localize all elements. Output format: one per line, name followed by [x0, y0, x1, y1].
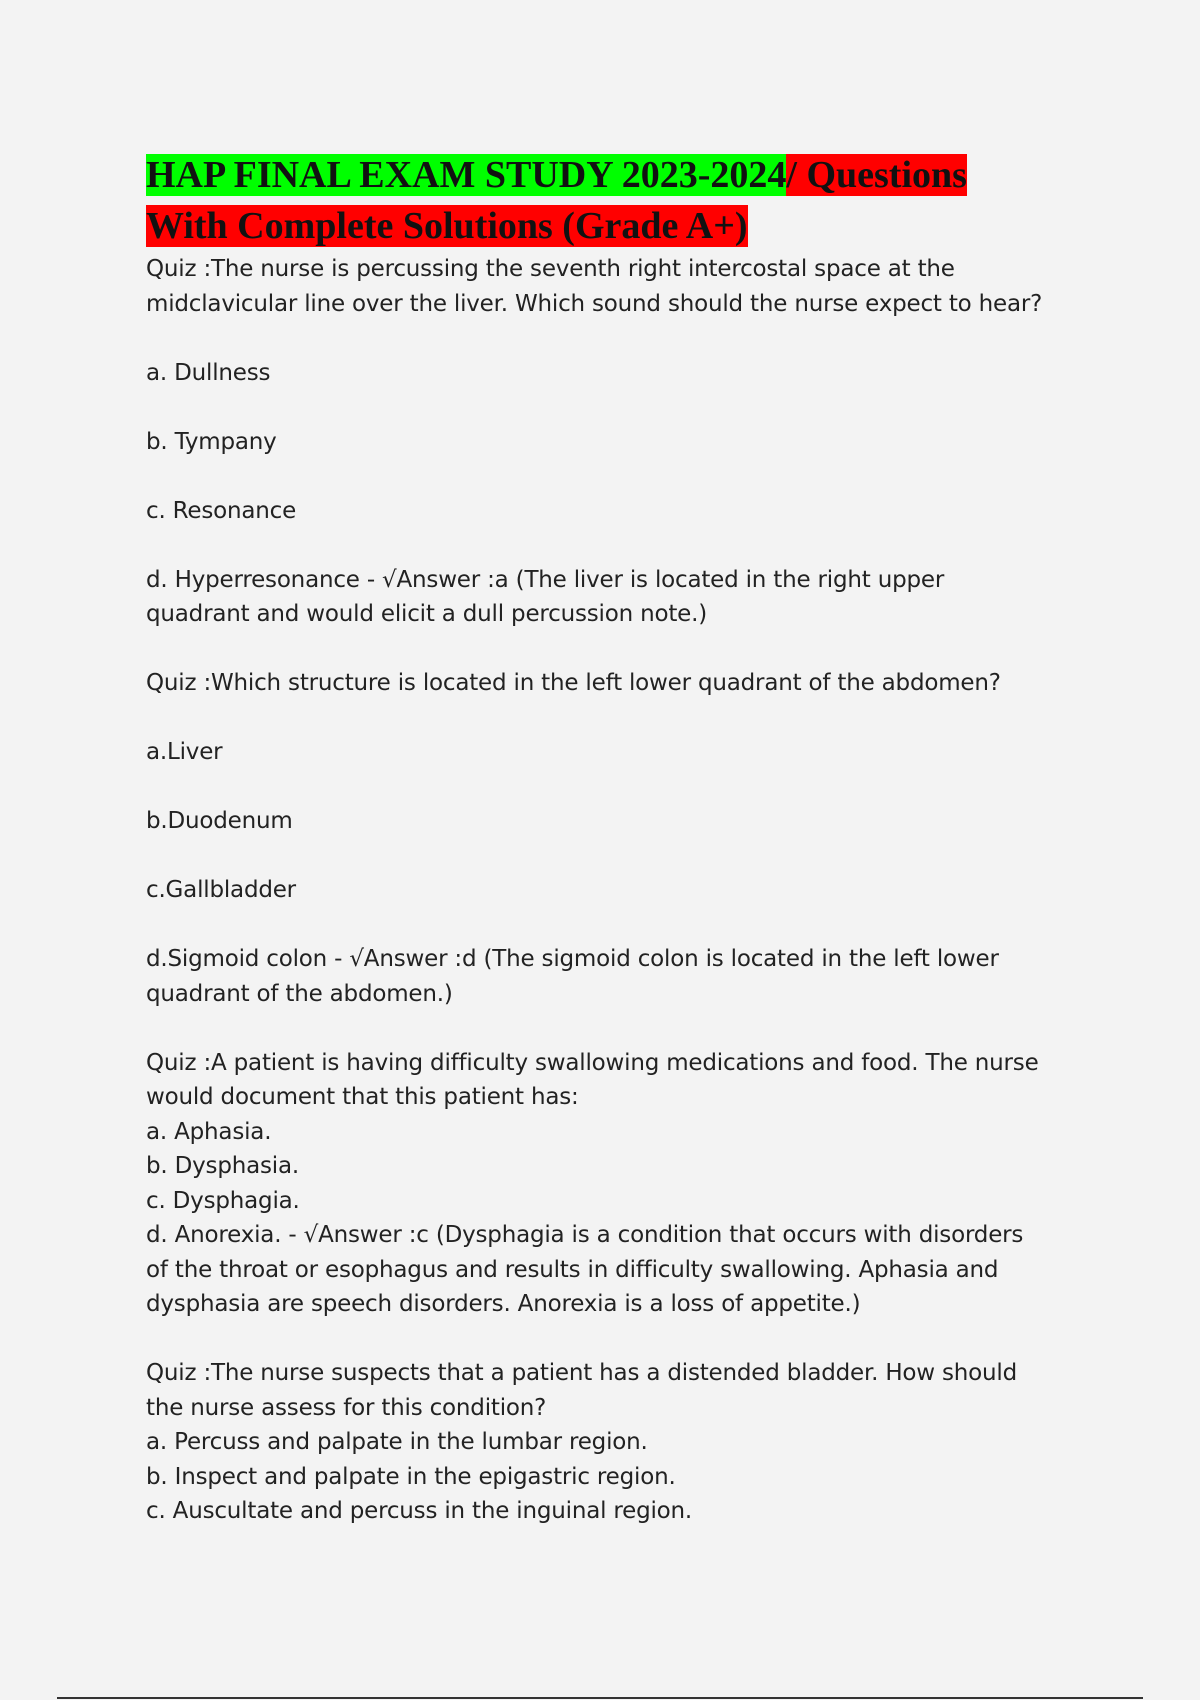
text-line: b.Duodenum: [146, 808, 293, 834]
blank-line: [146, 632, 1076, 667]
text-line: Quiz :The nurse is percussing the seventh right intercostal space at the: [146, 256, 955, 282]
text-line: the nurse assess for this condition?: [146, 1394, 547, 1421]
blank-line: [146, 839, 1076, 874]
text-line: midclavicular line over the liver. Which sound should the nurse expect to hear?: [146, 290, 1043, 317]
blank-line: [146, 908, 1076, 943]
text-line: a.Liver: [146, 739, 223, 765]
blank-line: [146, 390, 1076, 425]
text-line: c. Auscultate and percuss in the inguinal region.: [146, 1498, 693, 1524]
text-line: Quiz :Which structure is located in the left lower quadrant of the abdomen?: [146, 670, 1001, 696]
text-line: b. Tympany: [146, 428, 277, 455]
blank-line: [146, 770, 1076, 805]
blank-line: [146, 528, 1076, 563]
text-line: d.Sigmoid colon - √Answer :d (The sigmoid colon is located in the left lower: [146, 946, 999, 972]
footer-divider: [57, 1697, 1143, 1699]
text-line: dysphasia are speech disorders. Anorexia is a loss of appetite.): [146, 1291, 861, 1317]
text-line: b. Inspect and palpate in the epigastric region.: [146, 1463, 676, 1490]
text-line: a. Percuss and palpate in the lumbar region.: [146, 1429, 648, 1455]
blank-line: [146, 321, 1076, 356]
title-highlight-green: HAP FINAL EXAM STUDY 2023-2024: [146, 154, 787, 196]
blank-line: [146, 1011, 1076, 1046]
text-line: would document that this patient has:: [146, 1084, 579, 1110]
blank-line: [146, 1322, 1076, 1357]
text-line: c. Dysphagia.: [146, 1187, 300, 1214]
document-body: [146, 252, 1076, 1529]
text-line: d. Hyperresonance - √Answer :a (The liver is located in the right upper: [146, 566, 945, 593]
text-line: a. Aphasia.: [146, 1118, 272, 1145]
text-line: b. Dysphasia.: [146, 1153, 299, 1179]
title-highlight-red: / Questions: [786, 154, 967, 196]
text-line: c. Resonance: [146, 497, 297, 524]
text-line: Quiz :A patient is having difficulty swallowing medications and food. The nurse: [146, 1049, 1039, 1076]
title-highlight-red-line2: With Complete Solutions (Grade A+): [146, 205, 748, 247]
document-content: [146, 150, 1076, 1529]
document-title: [146, 150, 1076, 252]
text-line: a. Dullness: [146, 359, 271, 386]
text-line: of the throat or esophagus and results in difficulty swallowing. Aphasia and: [146, 1256, 999, 1283]
text-line: Quiz :The nurse suspects that a patient has a distended bladder. How should: [146, 1360, 1018, 1386]
blank-line: [146, 701, 1076, 736]
text-line: quadrant and would elicit a dull percussion note.): [146, 601, 707, 627]
text-line: c.Gallbladder: [146, 877, 296, 903]
blank-line: [146, 459, 1076, 494]
text-line: quadrant of the abdomen.): [146, 980, 453, 1007]
text-line: d. Anorexia. - √Answer :c (Dysphagia is a condition that occurs with disorders: [146, 1222, 1024, 1248]
